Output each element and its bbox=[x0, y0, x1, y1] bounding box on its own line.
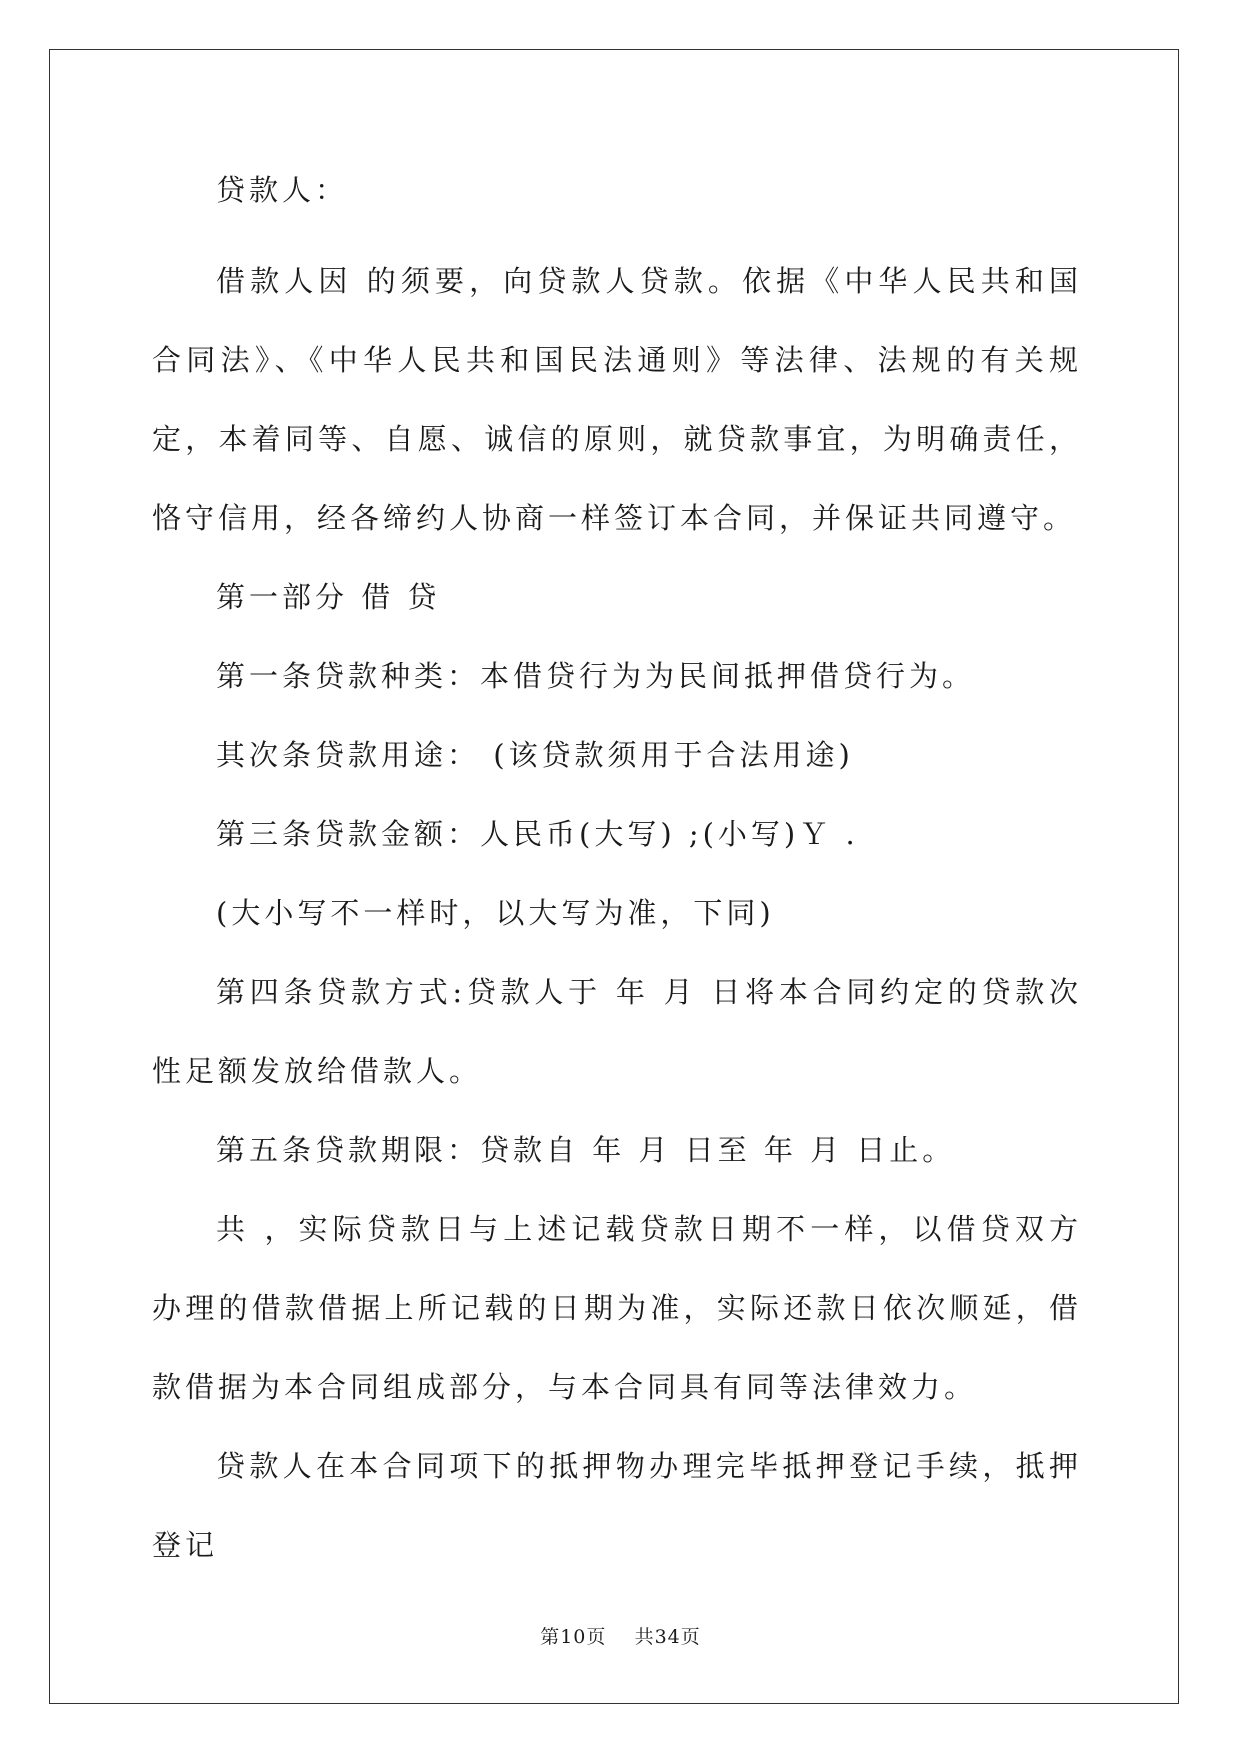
page-total: 共34页 bbox=[634, 1626, 701, 1648]
paragraph-amount-note: (大小写不一样时，以大写为准，下同) bbox=[216, 896, 775, 930]
document-body bbox=[152, 163, 1082, 1585]
page-footer bbox=[0, 1622, 1241, 1649]
paragraph-article-3: 第三条贷款金额：人民币(大写) ;(小写)Ｙ . bbox=[216, 817, 859, 851]
paragraph-term-details: 共 ，实际贷款日与上述记载贷款日期不一样，以借贷双方办理的借款借据上所记载的日期为准，实际还款日依次顺延，借款借据为本合同组成部分，与本合同具有同等法律效力。 bbox=[152, 1212, 1082, 1404]
paragraph-preamble: 借款人因 的须要，向贷款人贷款。依据《中华人民共和国合同法》、《中华人民共和国民法通则》等法律、法规的有关规定，本着同等、自愿、诚信的原则，就贷款事宜，为明确责任，恪守信用，经各缔约人协商一样签订本合同，并保证共同遵守。 bbox=[152, 264, 1082, 535]
paragraph-article-2: 其次条贷款用途： (该贷款须用于合法用途) bbox=[216, 738, 854, 772]
paragraph-article-5: 第五条贷款期限：贷款自 年 月 日至 年 月 日止。 bbox=[216, 1133, 956, 1167]
paragraph-mortgage: 贷款人在本合同项下的抵押物办理完毕抵押登记手续，抵押登记 bbox=[152, 1449, 1082, 1562]
page-number: 第10页 bbox=[540, 1626, 607, 1648]
paragraph-article-1: 第一条贷款种类：本借贷行为为民间抵押借贷行为。 bbox=[216, 659, 976, 693]
paragraph-lender: 贷款人： bbox=[216, 173, 349, 207]
paragraph-article-4: 第四条贷款方式:贷款人于 年 月 日将本合同约定的贷款次性足额发放给借款人。 bbox=[152, 975, 1082, 1088]
paragraph-part-one-heading: 第一部分 借 贷 bbox=[216, 580, 441, 614]
